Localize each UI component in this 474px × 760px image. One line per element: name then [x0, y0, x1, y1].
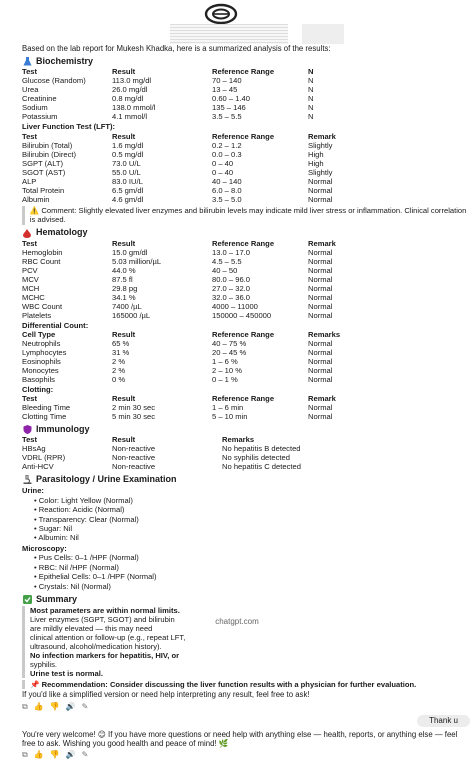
table-cell: Urea: [22, 85, 39, 95]
table-cell: Anti-HCV: [22, 462, 54, 472]
lft-header-row: [22, 132, 470, 141]
flask-icon: [22, 57, 32, 66]
column-header: Test: [22, 394, 38, 404]
copy-icon[interactable]: ⧉: [22, 701, 28, 711]
table-cell: 0.8 mg/dl: [112, 94, 144, 104]
edit-icon[interactable]: ✎: [81, 701, 89, 711]
column-header: Reference Range: [212, 330, 275, 340]
report-image-thumbnail-2[interactable]: [302, 24, 344, 44]
table-cell: 0.2 – 1.2: [212, 140, 242, 150]
thumbs-down-icon[interactable]: 👎: [49, 750, 60, 760]
thumbs-up-icon[interactable]: 👍: [33, 750, 44, 760]
thumbs-up-icon[interactable]: 👍: [33, 701, 44, 711]
table-cell: 0 %: [112, 375, 126, 385]
list-item: • Sugar: Nil: [34, 524, 470, 533]
table-cell: 34.1 %: [112, 292, 136, 302]
table-cell: 2 %: [112, 357, 126, 367]
table-row: [22, 403, 470, 412]
clot-header-row: [22, 394, 470, 403]
table-cell: 4.5 – 5.5: [212, 256, 242, 266]
table-cell: 1 – 6 %: [212, 357, 238, 367]
table-cell: High: [308, 149, 324, 159]
table-cell: Normal: [308, 176, 333, 186]
column-header: Test: [22, 435, 38, 445]
table-cell: 40 – 140: [212, 176, 242, 186]
table-cell: SGOT (AST): [22, 167, 66, 177]
table-cell: 65 %: [112, 339, 130, 349]
shield-icon: [22, 425, 32, 434]
table-cell: High: [308, 158, 324, 168]
table-cell: SGPT (ALT): [22, 158, 64, 168]
table-cell: 29.8 pg: [112, 283, 138, 293]
table-cell: 6.5 gm/dl: [112, 185, 144, 195]
table-cell: 4.6 gm/dl: [112, 194, 144, 204]
table-row: [22, 177, 470, 186]
column-header: Result: [112, 131, 136, 141]
table-cell: 2 min 30 sec: [112, 403, 156, 413]
imm-header-row: [22, 435, 470, 444]
table-cell: Slightly: [308, 140, 333, 150]
table-row: [22, 159, 470, 168]
table-cell: Normal: [308, 283, 333, 293]
table-row: [22, 453, 470, 462]
table-cell: N: [308, 76, 314, 86]
table-cell: Basophils: [22, 375, 55, 385]
table-row: [22, 293, 470, 302]
table-cell: Normal: [308, 412, 333, 422]
table-cell: 6.0 – 8.0: [212, 185, 242, 195]
table-row: [22, 150, 470, 159]
table-cell: Normal: [308, 375, 333, 385]
table-cell: 3.5 – 5.0: [212, 194, 242, 204]
list-item: • Crystals: Nil (Normal): [34, 582, 470, 591]
column-header: Remark: [308, 131, 336, 141]
list-item: • Reaction: Acidic (Normal): [34, 505, 470, 514]
summary-line: syphilis.: [30, 659, 58, 669]
biochemistry-table: [22, 67, 470, 121]
table-cell: 0 – 40: [212, 167, 234, 177]
hem-header-row: [22, 239, 470, 248]
column-header: Test: [22, 131, 38, 141]
table-row: [22, 462, 470, 471]
table-cell: Normal: [308, 310, 333, 320]
table-row: [22, 195, 470, 204]
summary-line: No infection markers for hepatitis, HIV, or: [30, 650, 180, 660]
immunology-table: [22, 435, 470, 471]
table-cell: Normal: [308, 194, 333, 204]
speaker-icon[interactable]: 🔊: [65, 750, 76, 760]
assistant-message: [22, 44, 470, 760]
table-cell: Total Protein: [22, 185, 65, 195]
table-cell: 5 min 30 sec: [112, 412, 156, 422]
column-header: Result: [112, 435, 136, 445]
list-item: • Color: Light Yellow (Normal): [34, 496, 470, 505]
table-row: [22, 302, 470, 311]
table-cell: MCH: [22, 283, 40, 293]
table-cell: Albumin: [22, 194, 50, 204]
clotting-table: [22, 394, 470, 421]
speaker-icon[interactable]: 🔊: [65, 701, 76, 711]
table-cell: 26.0 mg/dl: [112, 85, 148, 95]
table-cell: 0.5 mg/dl: [112, 149, 144, 159]
table-cell: 40 – 75 %: [212, 339, 247, 349]
urine-list: [22, 496, 470, 543]
recommendation: 📌 Recommendation: Consider discussing the liver function results with a physician for further evaluation.: [22, 680, 470, 689]
table-cell: Sodium: [22, 103, 48, 113]
table-cell: Normal: [308, 274, 333, 284]
micro-title: Microscopy:: [22, 543, 67, 553]
table-cell: ALP: [22, 176, 37, 186]
table-cell: No hepatitis B detected: [222, 444, 301, 454]
table-cell: Non-reactive: [112, 462, 156, 472]
column-header: Reference Range: [212, 67, 275, 77]
table-row: [22, 168, 470, 177]
openai-logo-icon: [204, 3, 238, 25]
table-cell: Slightly: [308, 167, 333, 177]
table-row: [22, 248, 470, 257]
table-row: [22, 412, 470, 421]
table-cell: 135 – 146: [212, 103, 246, 113]
table-cell: VDRL (RPR): [22, 453, 66, 463]
hematology-table: [22, 239, 470, 320]
table-cell: Neutrophils: [22, 339, 61, 349]
edit-icon[interactable]: ✎: [81, 750, 89, 760]
table-cell: 0.60 – 1.40: [212, 94, 251, 104]
table-row: [22, 284, 470, 293]
table-cell: 32.0 – 36.0: [212, 292, 251, 302]
table-cell: 20 – 45 %: [212, 348, 247, 358]
table-cell: 73.0 U/L: [112, 158, 141, 168]
table-cell: 138.0 mmol/l: [112, 103, 156, 113]
table-row: [22, 76, 470, 85]
table-row: [22, 444, 470, 453]
column-header: Cell Type: [22, 330, 56, 340]
footer-domain[interactable]: chatgpt.com: [215, 617, 259, 626]
table-cell: 80.0 – 96.0: [212, 274, 251, 284]
list-item: • Albumin: Nil: [34, 533, 470, 542]
column-header: Test: [22, 238, 38, 248]
table-cell: 4000 – 11000: [212, 301, 258, 311]
table-cell: 15.0 gm/dl: [112, 247, 148, 257]
table-row: [22, 357, 470, 366]
table-cell: 1 – 6 min: [212, 403, 244, 413]
table-cell: Normal: [308, 256, 333, 266]
table-cell: MCV: [22, 274, 39, 284]
table-cell: Lymphocytes: [22, 348, 67, 358]
table-row: [22, 339, 470, 348]
closing-text: If you'd like a simplified version or need help interpreting any result, feel free to ask!: [22, 690, 310, 700]
table-cell: 3.5 – 5.5: [212, 112, 242, 122]
table-cell: Normal: [308, 301, 333, 311]
intro-text: Based on the lab report for Mukesh Khadka, here is a summarized analysis of the results:: [22, 44, 331, 53]
user-message: [22, 715, 470, 726]
table-row: [22, 311, 470, 320]
table-row: [22, 257, 470, 266]
table-cell: Normal: [308, 265, 333, 275]
table-cell: Hemoglobin: [22, 247, 63, 257]
table-cell: 7400 /µL: [112, 301, 142, 311]
column-header: Remarks: [222, 435, 255, 445]
section-immunology: Immunology: [22, 424, 470, 435]
table-cell: No syphilis detected: [222, 453, 290, 463]
table-row: [22, 186, 470, 195]
message-actions-2: [22, 750, 470, 759]
table-cell: 150000 – 450000: [212, 310, 272, 320]
table-cell: N: [308, 85, 314, 95]
table-cell: HBsAg: [22, 444, 46, 454]
table-row: [22, 141, 470, 150]
table-row: [22, 85, 470, 94]
table-cell: 13 – 45: [212, 85, 238, 95]
section-summary: Summary: [22, 594, 470, 605]
table-cell: 0.0 – 0.3: [212, 149, 242, 159]
table-cell: 44.0 %: [112, 265, 136, 275]
table-cell: Normal: [308, 292, 333, 302]
summary-line: clinical attention or follow-up (e.g., repeat LFT,: [30, 632, 186, 642]
table-cell: Normal: [308, 185, 333, 195]
table-cell: Normal: [308, 357, 333, 367]
column-header: Remark: [308, 238, 336, 248]
column-header: Result: [112, 330, 136, 340]
table-cell: Normal: [308, 366, 333, 376]
table-cell: 4.1 mmol/l: [112, 112, 148, 122]
table-row: [22, 275, 470, 284]
table-cell: 0 – 1 %: [212, 375, 238, 385]
list-item: • Pus Cells: 0–1 /HPF (Normal): [34, 553, 470, 562]
table-cell: N: [308, 112, 314, 122]
table-cell: 31 %: [112, 348, 130, 358]
table-row: [22, 112, 470, 121]
summary-line: Liver enzymes (SGPT, SGOT) and bilirubin: [30, 614, 175, 624]
column-header: Remarks: [308, 330, 341, 340]
column-header: Reference Range: [212, 131, 275, 141]
message-actions: [22, 702, 470, 711]
table-cell: 113.0 mg/dl: [112, 76, 152, 86]
section-hematology: Hematology: [22, 228, 470, 239]
microscope-icon: [22, 475, 32, 484]
table-cell: MCHC: [22, 292, 45, 302]
column-header: Test: [22, 67, 38, 77]
table-cell: 2 %: [112, 366, 126, 376]
summary-line: Most parameters are within normal limits.: [30, 605, 180, 615]
table-cell: Potassium: [22, 112, 58, 122]
thumbs-down-icon[interactable]: 👎: [49, 701, 60, 711]
lft-title: Liver Function Test (LFT):: [22, 122, 116, 132]
table-cell: Glucose (Random): [22, 76, 86, 86]
table-row: [22, 94, 470, 103]
clot-title: Clotting:: [22, 385, 54, 395]
table-cell: 27.0 – 32.0: [212, 283, 251, 293]
column-header: Remark: [308, 394, 336, 404]
table-cell: Clotting Time: [22, 412, 67, 422]
table-cell: PCV: [22, 265, 38, 275]
urine-title: Urine:: [22, 486, 44, 496]
table-cell: 40 – 50: [212, 265, 238, 275]
table-cell: RBC Count: [22, 256, 61, 266]
summary-line: Urine test is normal.: [30, 668, 104, 678]
bio-header-row: [22, 67, 470, 76]
section-biochemistry: Biochemistry: [22, 56, 470, 67]
table-cell: Normal: [308, 339, 333, 349]
table-cell: Bleeding Time: [22, 403, 71, 413]
table-cell: Monocytes: [22, 366, 59, 376]
check-icon: [22, 595, 32, 604]
lft-table: [22, 132, 470, 204]
report-image-thumbnail[interactable]: [170, 24, 288, 44]
table-cell: 0 – 40: [212, 158, 234, 168]
table-cell: Creatinine: [22, 94, 57, 104]
table-cell: Normal: [308, 348, 333, 358]
differential-table: [22, 330, 470, 384]
column-header: Reference Range: [212, 394, 275, 404]
table-cell: 2 – 10 %: [212, 366, 242, 376]
section-parasitology: Parasitology / Urine Examination: [22, 474, 470, 485]
table-cell: 55.0 U/L: [112, 167, 141, 177]
table-cell: WBC Count: [22, 301, 63, 311]
table-cell: N: [308, 103, 314, 113]
table-cell: 87.5 fl: [112, 274, 133, 284]
lft-comment: ⚠️ Comment: Slightly elevated liver enzymes and bilirubin levels may indicate mild liver stress or inflammation. Clinical correlation is advised.: [22, 206, 470, 225]
table-cell: Normal: [308, 403, 333, 413]
table-row: [22, 348, 470, 357]
summary-line: are mildly elevated — this may need: [30, 623, 153, 633]
summary-line: ultrasound, alcohol/medication history).: [30, 641, 162, 651]
column-header: Result: [112, 67, 136, 77]
table-cell: 70 – 140: [212, 76, 242, 86]
table-cell: Non-reactive: [112, 444, 156, 454]
table-row: [22, 266, 470, 275]
list-item: • RBC: Nil /HPF (Normal): [34, 563, 470, 572]
list-item: • Epithelial Cells: 0–1 /HPF (Normal): [34, 572, 470, 581]
table-cell: Platelets: [22, 310, 52, 320]
column-header: Result: [112, 238, 136, 248]
diff-title: Differential Count:: [22, 320, 89, 330]
table-row: [22, 366, 470, 375]
table-cell: 13.0 – 17.0: [212, 247, 251, 257]
copy-icon[interactable]: ⧉: [22, 750, 28, 760]
pin-icon: 📌: [30, 679, 40, 689]
table-row: [22, 375, 470, 384]
warning-icon: ⚠️: [29, 205, 40, 215]
table-cell: 1.6 mg/dl: [112, 140, 144, 150]
table-cell: Non-reactive: [112, 453, 156, 463]
table-cell: Eosinophils: [22, 357, 61, 367]
table-cell: 5.03 million/µL: [112, 256, 162, 266]
table-cell: 83.0 IU/L: [112, 176, 143, 186]
list-item: • Transparency: Clear (Normal): [34, 515, 470, 524]
diff-header-row: [22, 330, 470, 339]
blood-drop-icon: [22, 229, 32, 238]
column-header: Reference Range: [212, 238, 275, 248]
column-header: Result: [112, 394, 136, 404]
user-message-text: Thank u: [417, 715, 470, 726]
assistant-reply-text: You're very welcome! 😊 If you have more questions or need help with anything else — health, reports, or anything else — feel free to ask. Wishing you good health and peace of mind! 🌿: [22, 729, 458, 748]
table-cell: 165000 /µL: [112, 310, 151, 320]
table-cell: N: [308, 94, 314, 104]
table-cell: No hepatitis C detected: [222, 462, 301, 472]
table-cell: 5 – 10 min: [212, 412, 248, 422]
table-cell: Bilirubin (Direct): [22, 149, 77, 159]
table-cell: Normal: [308, 247, 333, 257]
microscopy-list: [22, 553, 470, 591]
column-header: N: [308, 67, 314, 77]
table-cell: Bilirubin (Total): [22, 140, 73, 150]
table-row: [22, 103, 470, 112]
